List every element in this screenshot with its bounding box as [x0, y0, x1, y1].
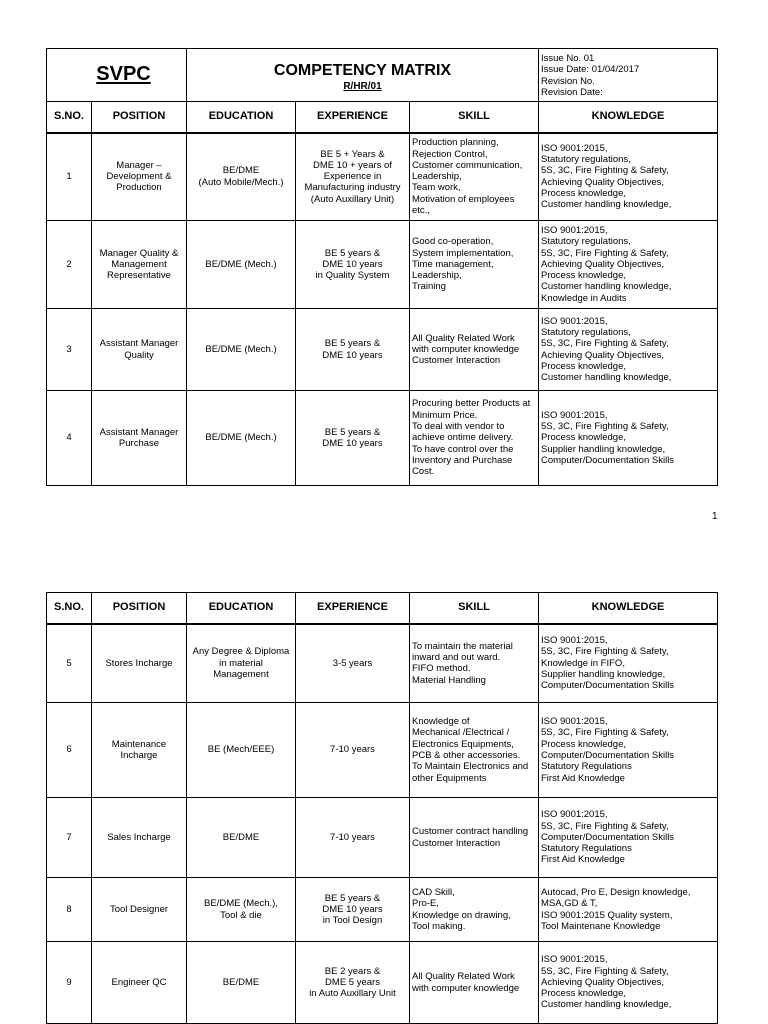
cell-sno: 5 [47, 624, 92, 703]
cell-education: BE/DME [187, 942, 296, 1024]
cell-education: BE/DME (Mech.) [187, 309, 296, 391]
cell-education: Any Degree & Diploma in material Management [187, 624, 296, 703]
competency-table-page-2 [46, 592, 718, 1024]
cell-knowledge: ISO 9001:2015, 5S, 3C, Fire Fighting & Safety, Achieving Quality Objectives, Process knowledge, Customer handling knowledge, [539, 942, 718, 1024]
cell-position: Assistant Manager Quality [92, 309, 187, 391]
cell-experience: 7-10 years [296, 703, 410, 798]
company-name: SVPC [96, 63, 151, 86]
table-row [47, 391, 718, 486]
cell-experience: BE 5 years & DME 10 years [296, 309, 410, 391]
cell-skill: Procuring better Products at Minimum Price. To deal with vendor to achieve ontime delivery. To have control over the Inventory and Purchase Cost. [410, 391, 539, 486]
cell-knowledge: ISO 9001:2015, 5S, 3C, Fire Fighting & Safety, Knowledge in FIFO, Supplier handling knowledge, Computer/Documentation Skills [539, 624, 718, 703]
cell-sno: 7 [47, 798, 92, 878]
col-header-education: EDUCATION [187, 593, 296, 624]
cell-sno: 1 [47, 133, 92, 221]
cell-position: Manager Quality & Management Representative [92, 221, 187, 309]
cell-experience: BE 5 years & DME 10 years [296, 391, 410, 486]
table-header-row [47, 102, 718, 133]
col-header-skill: SKILL [410, 593, 539, 624]
document-header [46, 48, 718, 102]
cell-knowledge: ISO 9001:2015, 5S, 3C, Fire Fighting & Safety, Process knowledge, Computer/Documentation Skills Statutory Regulations First Aid Knowledge [539, 703, 718, 798]
cell-position: Assistant Manager Purchase [92, 391, 187, 486]
col-header-skill: SKILL [410, 102, 539, 133]
cell-experience: 3-5 years [296, 624, 410, 703]
cell-sno: 4 [47, 391, 92, 486]
cell-skill: Production planning, Rejection Control, Customer communication, Leadership, Team work, Motivation of employees etc., [410, 133, 539, 221]
issue-info: Issue No. 01 Issue Date: 01/04/2017 Revision No. Revision Date: [539, 49, 718, 102]
document-code: R/HR/01 [343, 81, 382, 92]
cell-skill: CAD Skill, Pro-E, Knowledge on drawing, Tool making. [410, 878, 539, 942]
cell-knowledge: ISO 9001:2015, 5S, 3C, Fire Fighting & Safety, Computer/Documentation Skills Statutory Regulations First Aid Knowledge [539, 798, 718, 878]
col-header-education: EDUCATION [187, 102, 296, 133]
cell-education: BE (Mech/EEE) [187, 703, 296, 798]
cell-position: Manager – Development & Production [92, 133, 187, 221]
cell-education: BE/DME (Auto Mobile/Mech.) [187, 133, 296, 221]
col-header-position: POSITION [92, 102, 187, 133]
cell-skill: All Quality Related Work with computer knowledge [410, 942, 539, 1024]
cell-knowledge: Autocad, Pro E, Design knowledge, MSA,GD & T, ISO 9001:2015 Quality system, Tool Maintenane Knowledge [539, 878, 718, 942]
cell-position: Engineer QC [92, 942, 187, 1024]
table-row [47, 309, 718, 391]
cell-knowledge: ISO 9001:2015, Statutory regulations, 5S, 3C, Fire Fighting & Safety, Achieving Quality Objectives, Process knowledge, Customer handling knowledge, [539, 133, 718, 221]
cell-sno: 6 [47, 703, 92, 798]
col-header-experience: EXPERIENCE [296, 593, 410, 624]
cell-position: Sales Incharge [92, 798, 187, 878]
cell-knowledge: ISO 9001:2015, 5S, 3C, Fire Fighting & Safety, Process knowledge, Supplier handling knowledge, Computer/Documentation Skills [539, 391, 718, 486]
page-number: 1 [712, 511, 718, 522]
cell-sno: 3 [47, 309, 92, 391]
cell-skill: All Quality Related Work with computer knowledge Customer Interaction [410, 309, 539, 391]
col-header-knowledge: KNOWLEDGE [539, 593, 718, 624]
cell-experience: 7-10 years [296, 798, 410, 878]
cell-position: Maintenance Incharge [92, 703, 187, 798]
table-row [47, 703, 718, 798]
col-header-position: POSITION [92, 593, 187, 624]
col-header-knowledge: KNOWLEDGE [539, 102, 718, 133]
competency-table-page-1 [46, 101, 718, 486]
table-row [47, 798, 718, 878]
cell-education: BE/DME (Mech.) [187, 391, 296, 486]
table-row [47, 878, 718, 942]
cell-sno: 9 [47, 942, 92, 1024]
cell-experience: BE 5 years & DME 10 years in Tool Design [296, 878, 410, 942]
cell-education: BE/DME (Mech.) [187, 221, 296, 309]
cell-position: Tool Designer [92, 878, 187, 942]
table-header-row [47, 593, 718, 624]
cell-experience: BE 5 + Years & DME 10 + years of Experience in Manufacturing industry (Auto Auxillary Unit) [296, 133, 410, 221]
cell-knowledge: ISO 9001:2015, Statutory regulations, 5S, 3C, Fire Fighting & Safety, Achieving Quality Objectives, Process knowledge, Customer handling knowledge, Knowledge in Audits [539, 221, 718, 309]
cell-experience: BE 2 years & DME 5 years in Auto Auxillary Unit [296, 942, 410, 1024]
cell-education: BE/DME [187, 798, 296, 878]
cell-education: BE/DME (Mech.), Tool & die [187, 878, 296, 942]
table-row [47, 942, 718, 1024]
cell-skill: To maintain the material inward and out ward. FIFO method. Material Handling [410, 624, 539, 703]
company-logo [47, 49, 187, 102]
title-cell [187, 49, 539, 102]
table-row [47, 624, 718, 703]
cell-knowledge: ISO 9001:2015, Statutory regulations, 5S, 3C, Fire Fighting & Safety, Achieving Quality Objectives, Process knowledge, Customer handling knowledge, [539, 309, 718, 391]
cell-sno: 8 [47, 878, 92, 942]
cell-sno: 2 [47, 221, 92, 309]
table-row [47, 221, 718, 309]
cell-skill: Knowledge of Mechanical /Electrical / Electronics Equipments, PCB & other accessories. To Maintain Electronics and other Equipments [410, 703, 539, 798]
col-header-experience: EXPERIENCE [296, 102, 410, 133]
cell-skill: Good co-operation, System implementation, Time management, Leadership, Training [410, 221, 539, 309]
cell-experience: BE 5 years & DME 10 years in Quality System [296, 221, 410, 309]
table-row [47, 133, 718, 221]
document-title: COMPETENCY MATRIX [273, 62, 452, 79]
col-header-sno: S.NO. [47, 102, 92, 133]
cell-position: Stores Incharge [92, 624, 187, 703]
col-header-sno: S.NO. [47, 593, 92, 624]
cell-skill: Customer contract handling Customer Interaction [410, 798, 539, 878]
